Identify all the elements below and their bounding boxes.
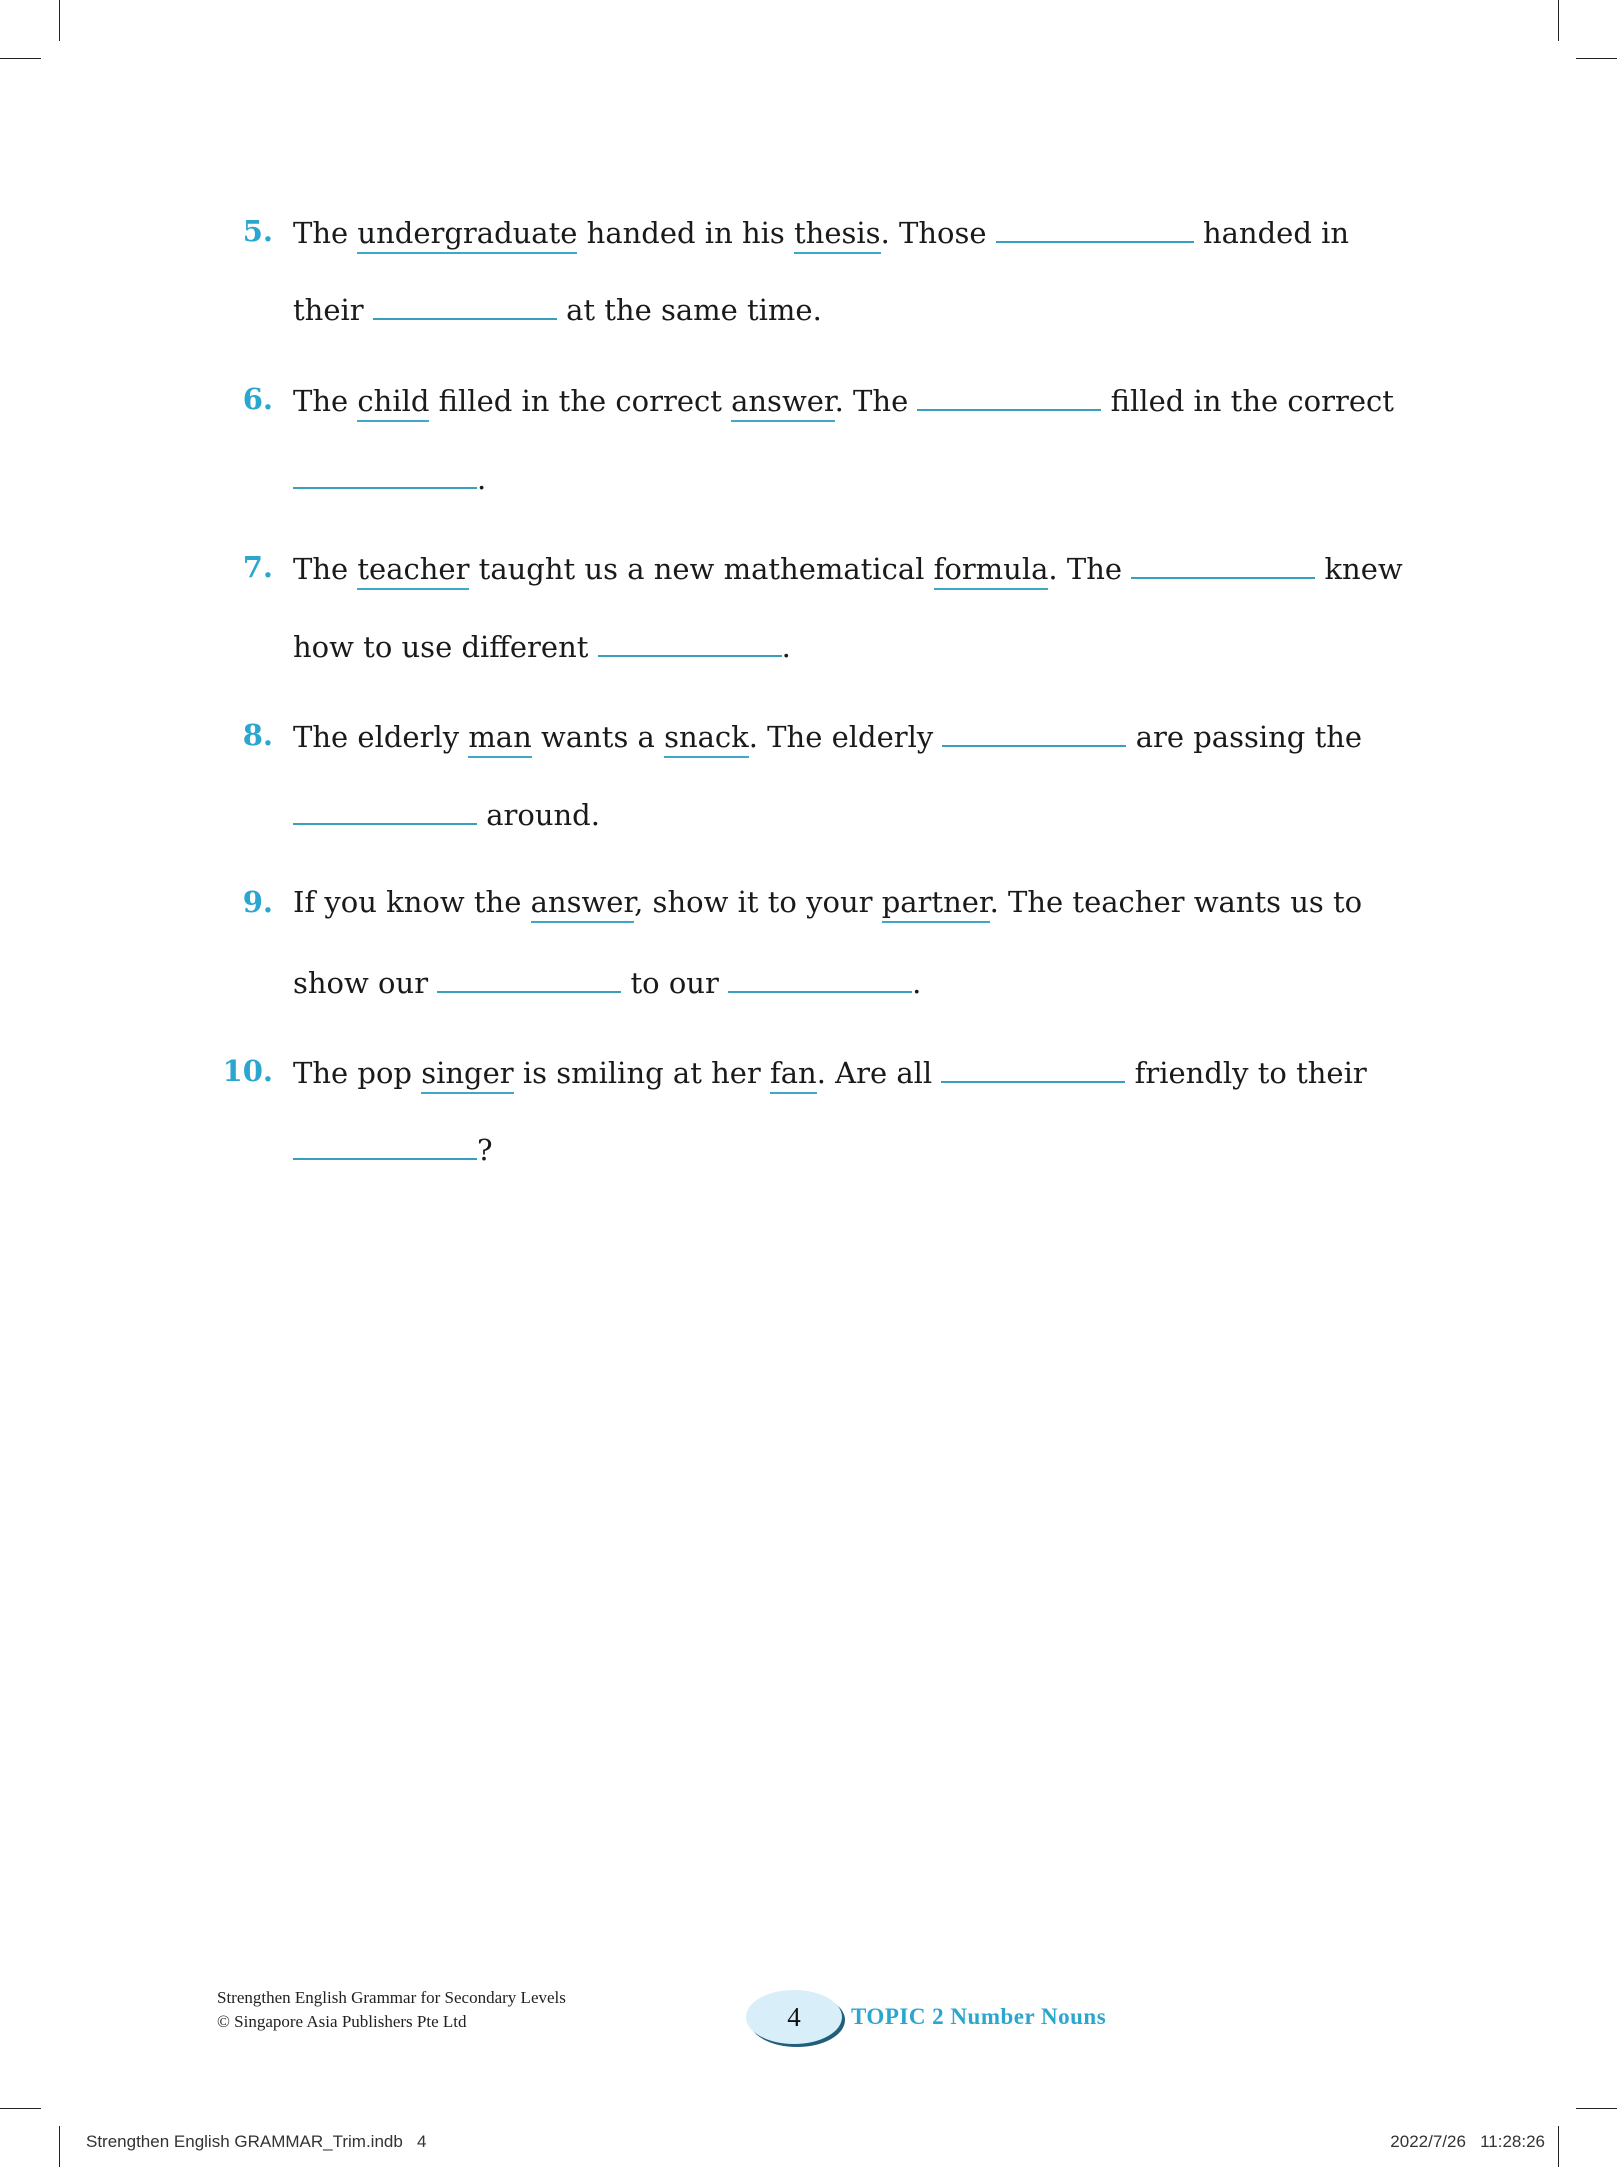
question-number: 9. bbox=[242, 885, 273, 919]
underlined-noun: snack bbox=[664, 720, 749, 758]
question-text: wants a bbox=[531, 720, 665, 754]
question-text: handed in bbox=[1193, 216, 1350, 250]
crop-mark bbox=[0, 2108, 41, 2109]
question-text: show our bbox=[293, 966, 438, 1000]
question-text: . bbox=[912, 966, 922, 1000]
question-text: to our bbox=[621, 966, 729, 1000]
question-text: taught us a new mathematical bbox=[469, 552, 934, 586]
question-text: knew bbox=[1315, 552, 1403, 586]
slug-datetime: 2022/7/26 11:28:26 bbox=[1390, 2132, 1545, 2151]
answer-blank[interactable] bbox=[293, 793, 477, 825]
question-line bbox=[293, 288, 822, 330]
question-line bbox=[293, 1051, 1367, 1093]
question-line bbox=[293, 882, 1362, 922]
answer-blank[interactable] bbox=[437, 961, 621, 993]
crop-mark bbox=[1576, 58, 1617, 59]
answer-blank[interactable] bbox=[293, 1128, 477, 1160]
question-line bbox=[293, 211, 1349, 253]
question-text: . Are all bbox=[816, 1056, 942, 1090]
question-text: ? bbox=[477, 1133, 493, 1167]
question-line bbox=[293, 793, 600, 835]
question-line bbox=[293, 547, 1403, 589]
question-text: filled in the correct bbox=[429, 384, 732, 418]
question-line bbox=[293, 379, 1394, 421]
question-text: how to use different bbox=[293, 630, 598, 664]
underlined-noun: child bbox=[357, 384, 429, 422]
crop-mark bbox=[1558, 0, 1559, 41]
question-line bbox=[293, 1128, 493, 1170]
question-text: . The elderly bbox=[748, 720, 943, 754]
question-text: The bbox=[293, 552, 358, 586]
question-text: . The bbox=[1048, 552, 1132, 586]
answer-blank[interactable] bbox=[941, 1051, 1125, 1083]
question-line bbox=[293, 961, 921, 1003]
question-text: is smiling at her bbox=[513, 1056, 770, 1090]
crop-mark bbox=[1558, 2126, 1559, 2167]
answer-blank[interactable] bbox=[996, 211, 1194, 243]
question-line bbox=[293, 625, 791, 667]
question-text: . The teacher wants us to bbox=[989, 885, 1363, 919]
underlined-noun: formula bbox=[934, 552, 1049, 590]
question-text: . bbox=[477, 462, 487, 496]
book-title: Strengthen English Grammar for Secondary Levels bbox=[217, 1988, 566, 2007]
question-text: at the same time. bbox=[556, 293, 822, 327]
question-text: If you know the bbox=[293, 885, 531, 919]
crop-mark bbox=[0, 58, 41, 59]
page-number-badge bbox=[746, 1990, 842, 2044]
answer-blank[interactable] bbox=[942, 715, 1126, 747]
question-text: handed in his bbox=[577, 216, 795, 250]
underlined-noun: answer bbox=[531, 885, 635, 923]
question-text: their bbox=[293, 293, 373, 327]
question-number: 8. bbox=[242, 718, 273, 752]
underlined-noun: answer bbox=[731, 384, 835, 422]
question-text: are passing the bbox=[1126, 720, 1363, 754]
question-text: friendly to their bbox=[1125, 1056, 1367, 1090]
question-line bbox=[293, 715, 1362, 757]
answer-blank[interactable] bbox=[293, 457, 477, 489]
question-text: The bbox=[293, 384, 358, 418]
question-text: around. bbox=[477, 798, 600, 832]
underlined-noun: undergraduate bbox=[357, 216, 577, 254]
crop-mark bbox=[59, 0, 60, 41]
question-text: filled in the correct bbox=[1101, 384, 1394, 418]
answer-blank[interactable] bbox=[1131, 547, 1315, 579]
underlined-noun: singer bbox=[421, 1056, 513, 1094]
underlined-noun: man bbox=[468, 720, 531, 758]
footer-credits bbox=[217, 1986, 566, 2034]
question-text: The elderly bbox=[293, 720, 469, 754]
underlined-noun: partner bbox=[882, 885, 990, 923]
question-text: . bbox=[781, 630, 791, 664]
underlined-noun: fan bbox=[770, 1056, 817, 1094]
underlined-noun: teacher bbox=[357, 552, 469, 590]
page-number: 4 bbox=[787, 2001, 801, 2032]
question-number: 7. bbox=[242, 550, 273, 584]
crop-mark bbox=[59, 2126, 60, 2167]
crop-mark bbox=[1576, 2108, 1617, 2109]
question-number: 5. bbox=[242, 214, 273, 248]
question-text: The bbox=[293, 216, 358, 250]
question-text: . The bbox=[834, 384, 918, 418]
answer-blank[interactable] bbox=[917, 379, 1101, 411]
topic-title: TOPIC 2 Number Nouns bbox=[851, 2004, 1107, 2029]
answer-blank[interactable] bbox=[728, 961, 912, 993]
answer-blank[interactable] bbox=[598, 625, 782, 657]
question-line bbox=[293, 457, 486, 499]
question-number: 10. bbox=[222, 1054, 273, 1088]
question-number: 6. bbox=[242, 382, 273, 416]
underlined-noun: thesis bbox=[794, 216, 881, 254]
question-text: . Those bbox=[880, 216, 996, 250]
question-text: The pop bbox=[293, 1056, 422, 1090]
answer-blank[interactable] bbox=[373, 288, 557, 320]
copyright: © Singapore Asia Publishers Pte Ltd bbox=[217, 2012, 467, 2031]
slug-file: Strengthen English GRAMMAR_Trim.indb 4 bbox=[86, 2132, 427, 2151]
question-text: , show it to your bbox=[634, 885, 882, 919]
